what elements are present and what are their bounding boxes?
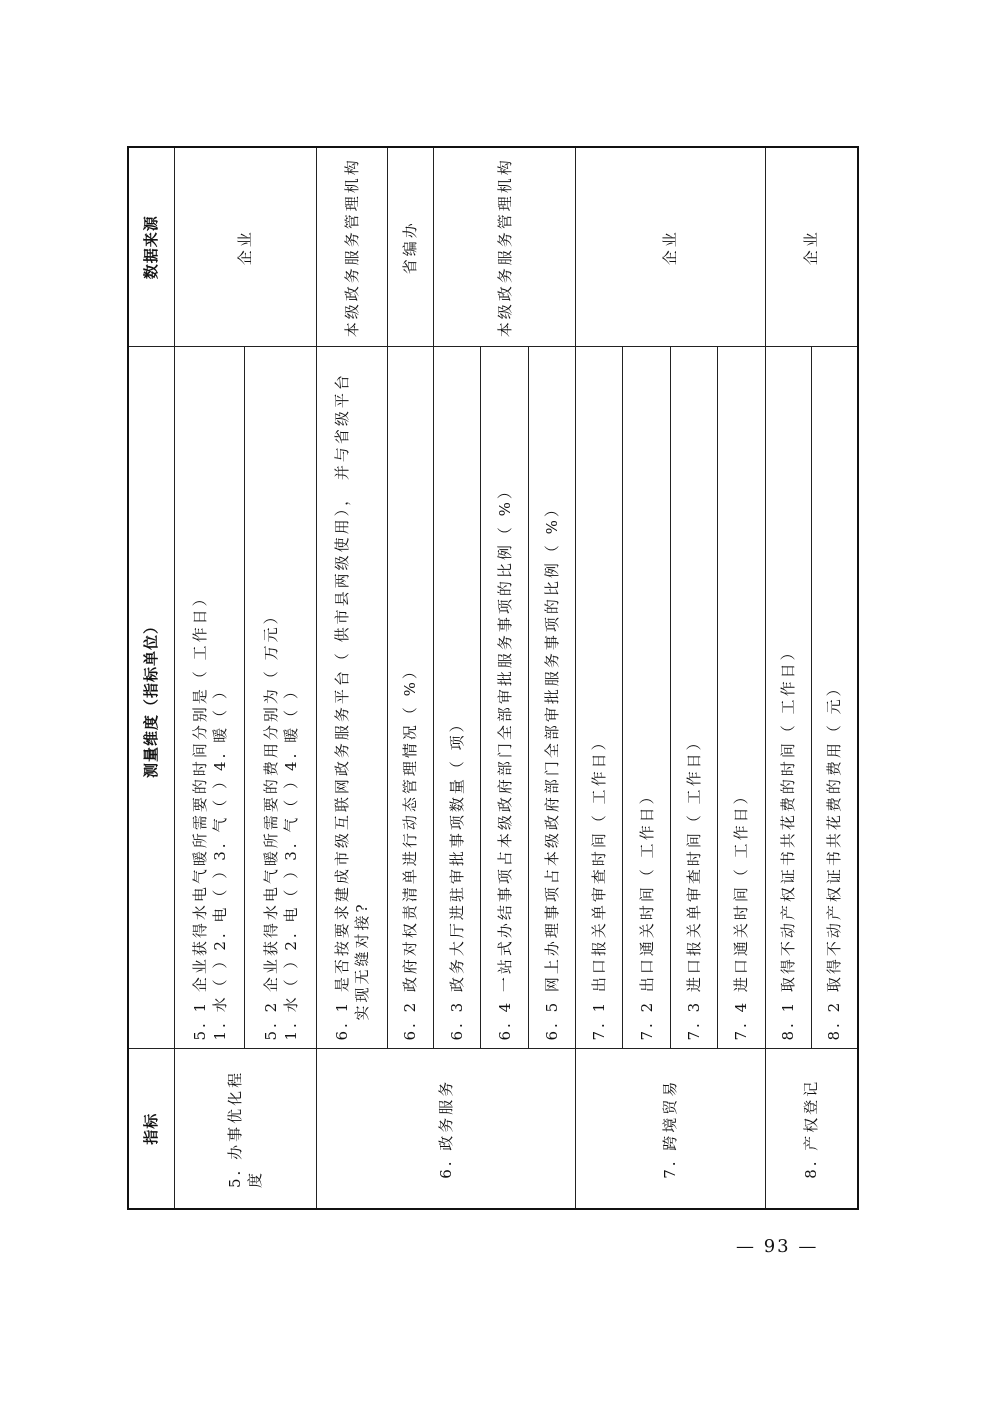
dimension-line: 实现无缝对接? — [352, 901, 371, 1021]
dimension-cell: 7. 2 出口通关时间（ 工作日） — [623, 347, 670, 1049]
source-cell: 本级政务服务管理机构 — [317, 147, 388, 347]
header-indicator: 指标 — [128, 1049, 174, 1209]
source-cell: 企业 — [576, 147, 766, 347]
rotated-table-wrapper — [127, 148, 859, 1210]
dimension-line: 5. 2 企业获得水电气暖所需要的费用分别为（ 万元） — [261, 606, 280, 1041]
table-row — [576, 147, 623, 1209]
source-cell: 企业 — [174, 147, 316, 347]
header-source: 数据来源 — [128, 147, 174, 347]
dimension-cell: 6. 5 网上办理事项占本级政府部门全部审批服务事项的比例（ %） — [528, 347, 575, 1049]
table-row — [174, 147, 245, 1209]
dimension-line: 1. 水（ ）2. 电（ ）3. 气（ ）4. 暖（ ） — [281, 681, 300, 1041]
page-number: — 93 — — [736, 1236, 819, 1257]
source-cell: 省编办 — [387, 147, 433, 347]
table-row — [765, 147, 811, 1209]
indicator-cell: 7. 跨境贸易 — [576, 1049, 766, 1209]
dimension-line: 1. 水（ ）2. 电（ ）3. 气（ ）4. 暖（ ） — [210, 681, 229, 1041]
header-row — [128, 147, 174, 1209]
header-dimension: 测量维度（指标单位） — [128, 347, 174, 1049]
dimension-cell: 8. 2 取得不动产权证书共花费的费用（ 元） — [811, 347, 858, 1049]
dimension-cell: 6. 4 一站式办结事项占本级政府部门全部审批服务事项的比例（ %） — [481, 347, 528, 1049]
indicator-cell: 8. 产权登记 — [765, 1049, 858, 1209]
dimension-cell — [174, 347, 245, 1049]
dimension-cell: 6. 3 政务大厅进驻审批事项数量（ 项） — [433, 347, 480, 1049]
dimension-cell: 8. 1 取得不动产权证书共花费的时间（ 工作日） — [765, 347, 811, 1049]
dimension-cell — [317, 347, 388, 1049]
source-cell: 本级政务服务管理机构 — [433, 147, 575, 347]
dimension-cell: 7. 3 进口报关单审查时间（ 工作日） — [670, 347, 717, 1049]
indicator-cell: 5. 办事优化程度 — [174, 1049, 316, 1209]
dimension-cell — [245, 347, 317, 1049]
dimension-line: 6. 1 是否按要求建成市级互联网政务服务平台（ 供市县两级使用）， 并与省级平台 — [332, 372, 351, 1041]
indicator-table — [127, 146, 859, 1210]
dimension-cell: 7. 4 进口通关时间（ 工作日） — [718, 347, 765, 1049]
indicator-cell: 6. 政务服务 — [317, 1049, 576, 1209]
dimension-line: 5. 1 企业获得水电气暖所需要的时间分别是（ 工作日） — [190, 588, 209, 1041]
dimension-cell: 7. 1 出口报关单审查时间（ 工作日） — [576, 347, 623, 1049]
table-row — [317, 147, 388, 1209]
dimension-cell: 6. 2 政府对权责清单进行动态管理情况（ %） — [387, 347, 433, 1049]
source-cell: 企业 — [765, 147, 858, 347]
